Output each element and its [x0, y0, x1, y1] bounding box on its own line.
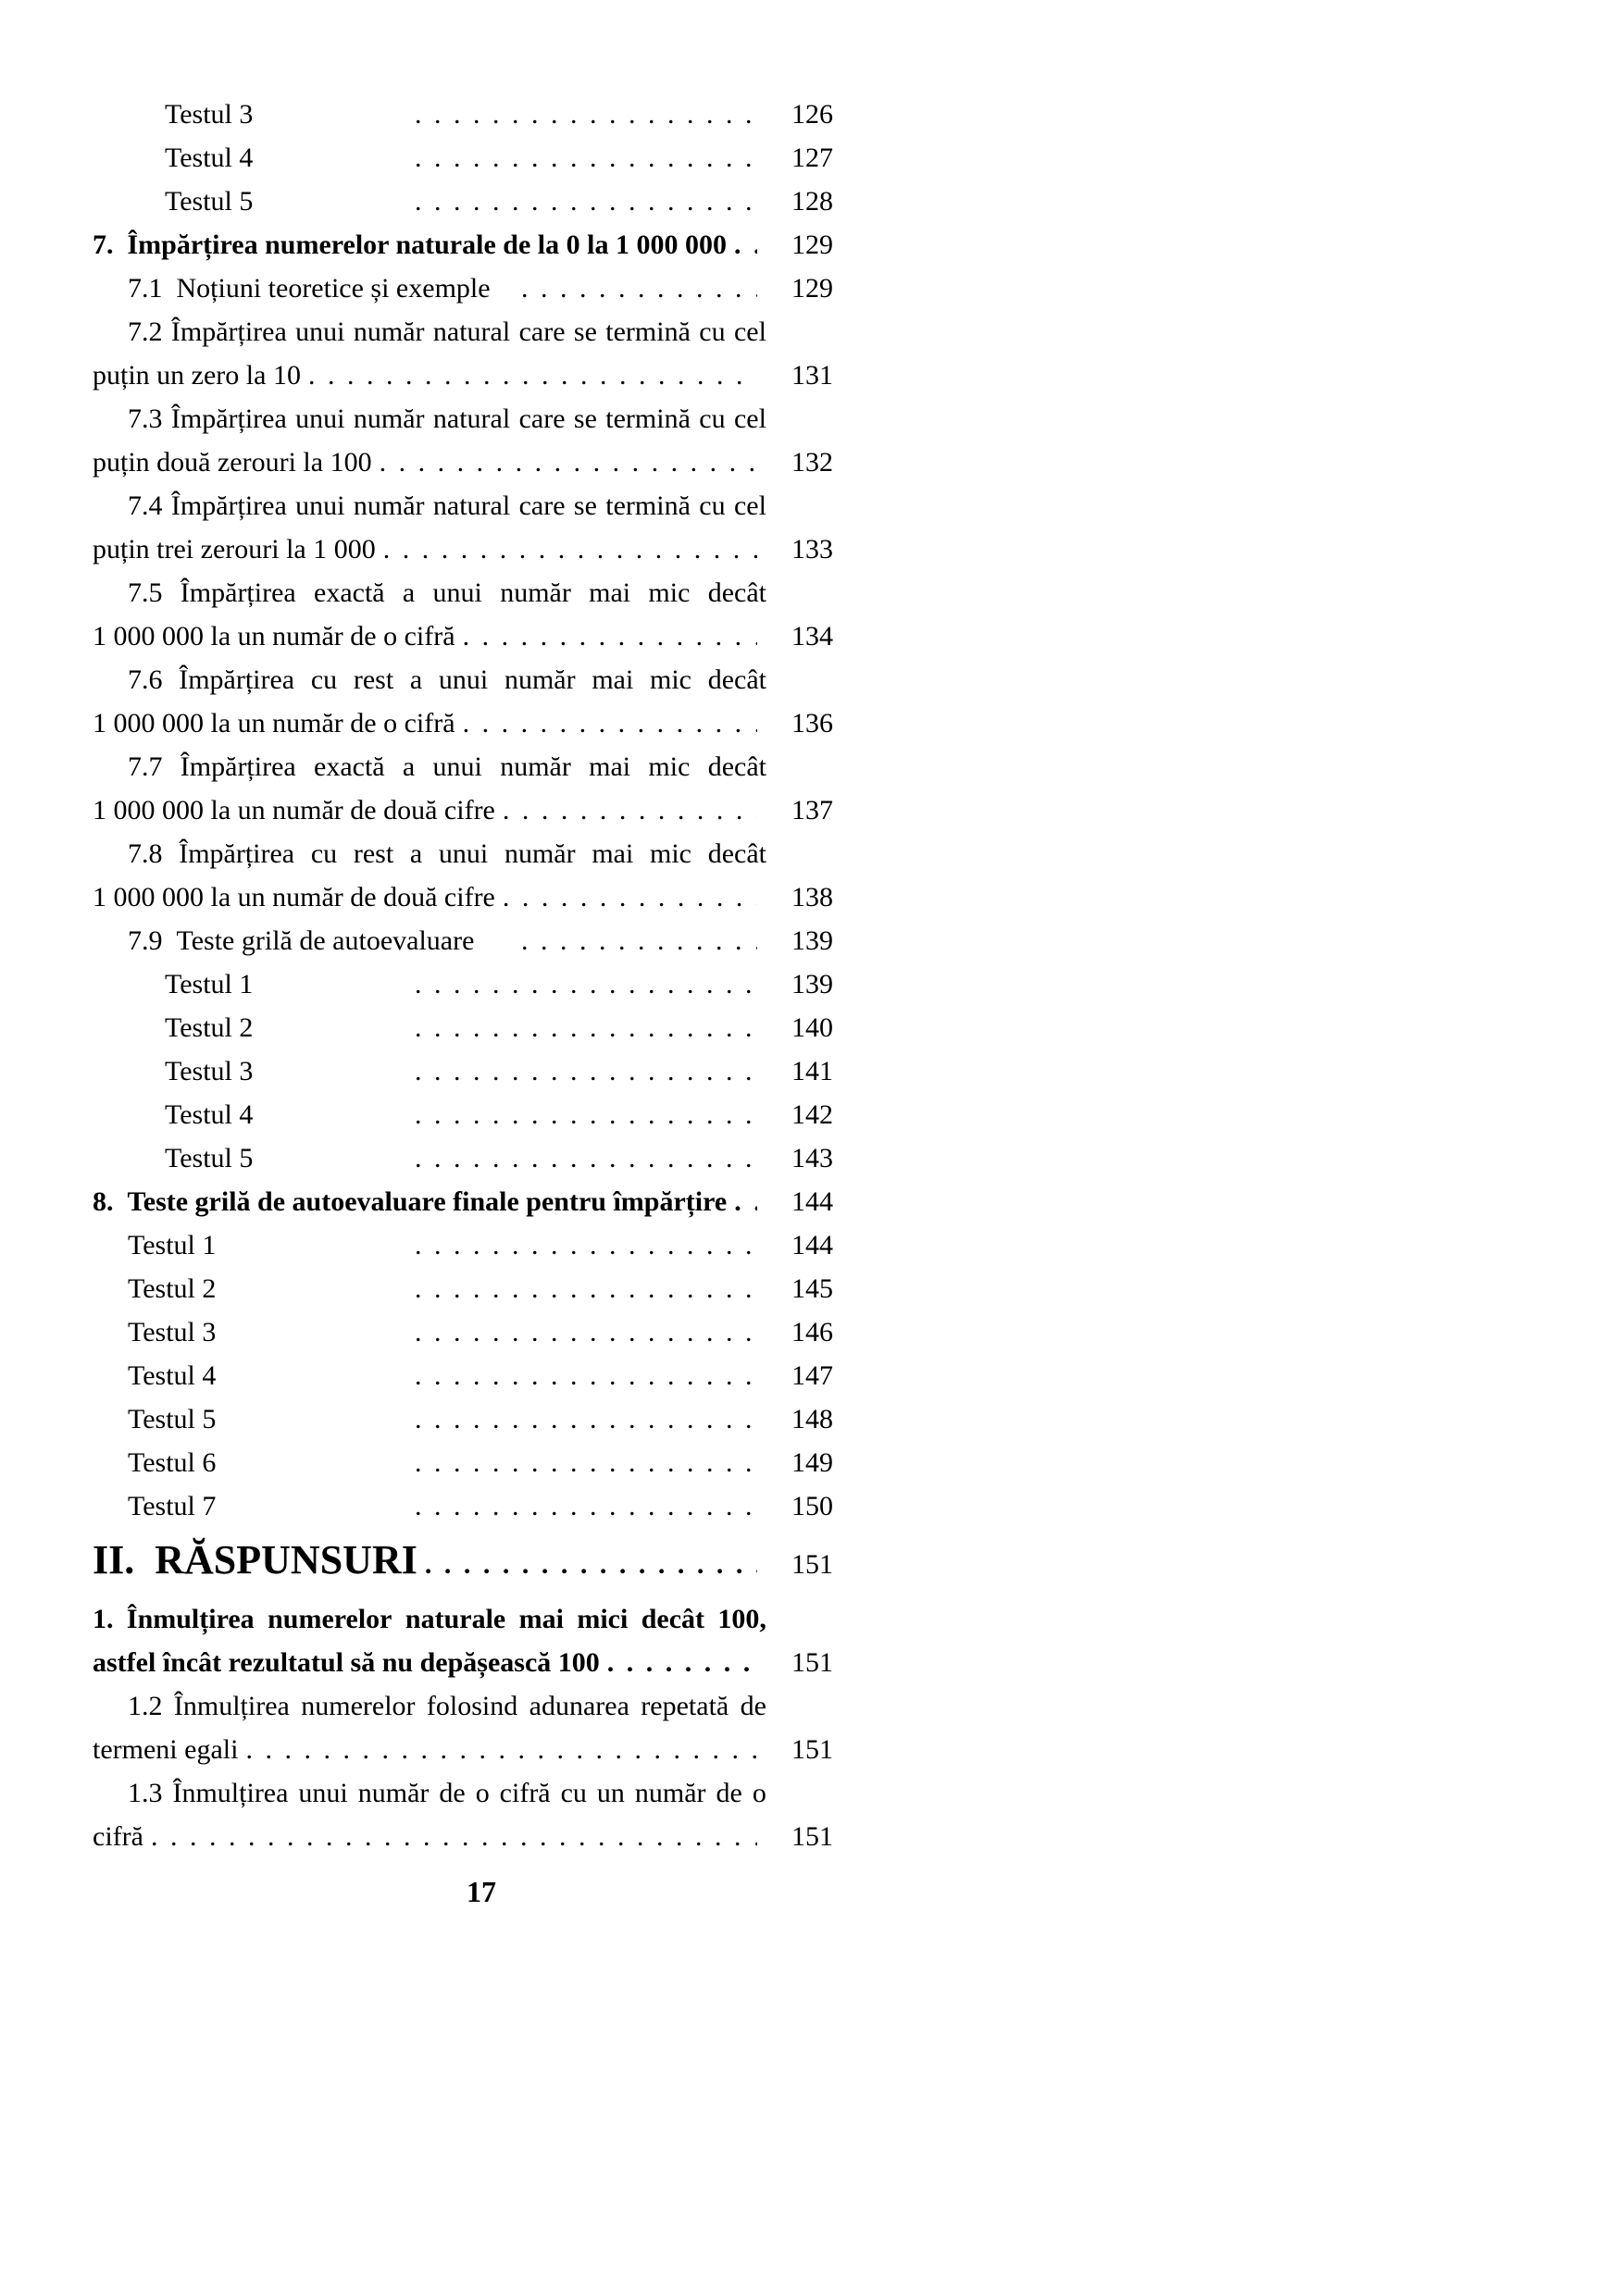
dot-leader	[415, 1006, 757, 1049]
toc-entry-page-number: 151	[791, 1647, 833, 1678]
dot-leader	[151, 1815, 757, 1858]
dot-leader	[734, 223, 757, 267]
toc-entry-page-number: 136	[791, 708, 833, 738]
toc-entry-word: număr	[504, 664, 576, 695]
toc-entry-title: 1 000 000 la un număr de o cifră	[93, 708, 455, 738]
toc-entry-word: 1.	[93, 1604, 114, 1634]
toc-entry	[93, 1006, 833, 1049]
toc-entry-word: număr	[500, 751, 571, 782]
dot-leader	[415, 1310, 757, 1354]
dot-leader	[415, 1223, 757, 1267]
toc-entry-page-number: 146	[791, 1317, 833, 1347]
toc-entry-word: natural	[432, 490, 511, 521]
toc-entry	[93, 93, 833, 136]
toc-entry-title: 7.1 Noțiuni teoretice și exemple	[128, 273, 491, 304]
toc-entry-word: decât	[707, 751, 766, 782]
toc-entry-word: termină	[605, 403, 691, 434]
toc-entry-word: rest	[353, 664, 394, 695]
toc-entry-title: Testul 3	[128, 1317, 217, 1347]
toc-entry-word: natural	[432, 316, 511, 347]
toc-entry-word: mai	[592, 838, 634, 869]
toc-entry	[93, 397, 833, 484]
toc-entry-row	[93, 875, 833, 919]
dot-leader	[463, 701, 757, 745]
toc-entry-page-number: 151	[791, 1821, 833, 1852]
toc-entry-page-number: 144	[791, 1186, 833, 1217]
toc-entry	[93, 1771, 833, 1858]
toc-entry-word: număr	[357, 1778, 430, 1808]
toc-entry-title: Testul 5	[165, 1143, 254, 1173]
toc-entry-word: mai	[589, 577, 631, 608]
toc-entry-word: repetată	[641, 1691, 729, 1721]
toc-entry	[93, 1049, 833, 1093]
toc-entry-word: Împărțirea	[180, 751, 296, 782]
toc-entry-word: 7.3	[128, 403, 163, 434]
toc-entry-title: puțin două zerouri la 100	[93, 447, 372, 478]
toc-entry	[93, 1310, 833, 1354]
toc-entry-row	[93, 1484, 833, 1528]
toc-entry-row	[93, 267, 833, 310]
toc-entry-row	[93, 701, 833, 745]
dot-leader	[415, 1484, 757, 1528]
toc-entry-word: o	[752, 1778, 766, 1808]
toc-entry	[93, 919, 833, 962]
toc-entry-word: mic	[648, 577, 691, 608]
toc-entry	[93, 1223, 833, 1267]
toc-entry-page-number: 145	[791, 1273, 833, 1304]
toc-entry-row	[93, 1354, 833, 1397]
toc-entry-word: număr	[634, 1778, 706, 1808]
dot-leader	[415, 1441, 757, 1484]
toc-entry-word: unui	[432, 751, 482, 782]
toc-entry-row	[93, 1641, 833, 1684]
toc-entry-title: 1 000 000 la un număr de două cifre	[93, 795, 495, 825]
toc-entry-title: Testul 5	[128, 1404, 217, 1434]
toc-entry-wrap-line	[93, 658, 766, 701]
toc-entry-row	[93, 1267, 833, 1310]
toc-entry-page-number: 139	[791, 969, 833, 999]
toc-entry-word: 7.7	[128, 751, 163, 782]
toc-entry-row	[93, 962, 833, 1006]
toc-entry-page-number: 133	[791, 534, 833, 565]
toc-entry-row	[93, 354, 833, 397]
toc-entry-title: puțin trei zerouri la 1 000	[93, 534, 376, 565]
toc-entry-row	[93, 1815, 833, 1858]
toc-entry-title: puțin un zero la 10	[93, 360, 301, 391]
toc-entry-word: de	[439, 1778, 466, 1808]
toc-entry-word: mic	[650, 664, 692, 695]
toc-entry-row	[93, 1136, 833, 1180]
toc-entry-wrap-line	[93, 1684, 766, 1728]
toc-entry-word: cu	[699, 316, 726, 347]
toc-entry-page-number: 151	[791, 1734, 833, 1765]
toc-entry-word: unui	[298, 1778, 348, 1808]
toc-entry-word: a	[402, 751, 416, 782]
toc-entry-word: de	[740, 1691, 766, 1721]
toc-entry-row	[93, 223, 833, 267]
toc-entry	[93, 1180, 833, 1223]
dot-leader	[503, 875, 757, 919]
toc-entry-page-number: 148	[791, 1404, 833, 1434]
toc-entry-word: 7.6	[128, 664, 163, 695]
toc-entry	[93, 962, 833, 1006]
toc-entry-word: mic	[650, 838, 692, 869]
toc-entry	[93, 1354, 833, 1397]
toc-entry-title: Testul 4	[165, 1099, 254, 1130]
toc-entry	[93, 267, 833, 310]
toc-entry-title: Testul 6	[128, 1447, 217, 1478]
toc-entry-word: cu	[310, 838, 338, 869]
toc-entry-word: mai	[592, 664, 634, 695]
toc-entry-word: se	[573, 403, 597, 434]
toc-entry-word: cu	[699, 403, 726, 434]
toc-entry-row	[93, 1049, 833, 1093]
dot-leader	[415, 1093, 757, 1136]
toc-entry-wrap-line	[93, 745, 766, 788]
toc-entry-word: Înmulțirea	[173, 1691, 290, 1721]
toc-entry-word: a	[402, 577, 416, 608]
toc-entry-row	[93, 1397, 833, 1441]
dot-leader	[415, 1267, 757, 1310]
toc-entry-word: Împărțirea	[179, 838, 295, 869]
dot-leader	[380, 441, 757, 484]
dot-leader	[415, 136, 757, 180]
toc-entry-title: II. RĂSPUNSURI	[93, 1537, 417, 1582]
toc-entry-row	[93, 441, 833, 484]
toc-entry-word: Înmulțirea	[126, 1604, 255, 1634]
toc-entry-word: a	[409, 664, 423, 695]
page-number-footer: 17	[467, 1875, 496, 1908]
toc-entry-row	[93, 136, 833, 180]
dot-leader	[415, 1136, 757, 1180]
toc-entry-word: Împărțirea	[170, 490, 287, 521]
toc-entry-title: Testul 4	[128, 1360, 217, 1391]
toc-entry	[93, 223, 833, 267]
toc-entry	[93, 484, 833, 571]
toc-entry-title: 7. Împărțirea numerelor naturale de la 0 la 1 000 000	[93, 230, 727, 260]
toc-entry-word: decât	[641, 1604, 705, 1634]
toc-entry-word: care	[518, 490, 566, 521]
toc-entry-word: unui	[438, 838, 489, 869]
toc-entry	[93, 1441, 833, 1484]
toc-entry-row	[93, 1223, 833, 1267]
toc-entry-word: cu	[699, 490, 726, 521]
toc-entry-title: Testul 2	[165, 1012, 254, 1043]
toc-entry-page-number: 129	[791, 273, 833, 304]
toc-entry-page-number: 128	[791, 186, 833, 217]
toc-entry-word: mici	[577, 1604, 629, 1634]
toc-entry-page-number: 142	[791, 1099, 833, 1130]
toc-entry-word: unui	[295, 316, 345, 347]
toc-entry-word: natural	[432, 403, 511, 434]
toc-entry-word: număr	[353, 403, 425, 434]
toc-entry	[93, 571, 833, 658]
toc-entry-row	[93, 614, 833, 658]
toc-entry-title: Testul 1	[165, 969, 254, 999]
toc-entry-word: rest	[353, 838, 394, 869]
toc-entry-word: Înmulțirea	[172, 1778, 289, 1808]
toc-entry-row	[93, 527, 833, 571]
toc-entry-row	[93, 180, 833, 223]
toc-entry-title: Testul 4	[165, 143, 254, 173]
toc-entry-word: Împărțirea	[170, 316, 287, 347]
toc-entry-title: Testul 3	[165, 1056, 254, 1086]
toc-entry-word: de	[716, 1778, 742, 1808]
toc-entry-title: 1 000 000 la un număr de o cifră	[93, 621, 455, 652]
toc-entry-word: numerelor	[301, 1691, 416, 1721]
toc-entry-row	[93, 1006, 833, 1049]
toc-entry-title: 1 000 000 la un număr de două cifre	[93, 882, 495, 912]
toc-entry-word: o	[475, 1778, 490, 1808]
toc-list	[93, 93, 833, 1858]
toc-entry-page-number: 151	[791, 1549, 833, 1580]
toc-entry-title: cifră	[93, 1821, 143, 1852]
toc-entry-word: numerelor	[268, 1604, 392, 1634]
toc-entry-page-number: 127	[791, 143, 833, 173]
dot-leader	[521, 267, 757, 310]
toc-entry-title: 7.9 Teste grilă de autoevaluare	[128, 925, 475, 956]
toc-entry	[93, 1597, 833, 1684]
toc-entry-page-number: 141	[791, 1056, 833, 1086]
toc-entry-wrap-line	[93, 310, 766, 354]
toc-entry-word: unui	[438, 664, 489, 695]
toc-entry-row	[93, 788, 833, 832]
toc-entry-word: număr	[353, 490, 425, 521]
toc-entry-word: decât	[707, 664, 766, 695]
toc-entry	[93, 1528, 833, 1597]
toc-entry-row	[93, 1728, 833, 1771]
toc-entry-word: cel	[733, 316, 766, 347]
toc-entry-word: exactă	[314, 751, 385, 782]
toc-entry-title: Testul 2	[128, 1273, 217, 1304]
toc-entry-word: 1.3	[128, 1778, 163, 1808]
toc-entry-word: care	[518, 316, 566, 347]
toc-page	[93, 93, 833, 1909]
dot-leader	[415, 93, 757, 136]
toc-entry-word: Împărțirea	[170, 403, 287, 434]
toc-entry-row	[93, 93, 833, 136]
toc-entry-wrap-line	[93, 1771, 766, 1815]
toc-entry-word: a	[409, 838, 423, 869]
toc-entry-word: mai	[589, 751, 631, 782]
toc-entry-title: 8. Teste grilă de autoevaluare finale pentru împărțire	[93, 1186, 728, 1217]
toc-entry	[93, 310, 833, 397]
toc-entry-title: Testul 3	[165, 99, 254, 130]
dot-leader	[308, 354, 757, 397]
toc-entry-word: mai	[518, 1604, 564, 1634]
toc-entry-row	[93, 1528, 833, 1597]
toc-entry-word: unui	[432, 577, 482, 608]
toc-entry-word: 100,	[717, 1604, 766, 1634]
toc-entry-title: termeni egali	[93, 1734, 239, 1765]
toc-entry-page-number: 132	[791, 447, 833, 478]
toc-entry-page-number: 140	[791, 1012, 833, 1043]
toc-entry-word: număr	[500, 577, 571, 608]
toc-entry	[93, 180, 833, 223]
toc-entry-word: cu	[310, 664, 338, 695]
toc-entry-word: se	[573, 316, 597, 347]
dot-leader	[415, 1354, 757, 1397]
toc-entry-title: Testul 7	[128, 1491, 217, 1521]
toc-entry-word: folosind	[426, 1691, 518, 1721]
dot-leader	[415, 180, 757, 223]
toc-entry-page-number: 143	[791, 1143, 833, 1173]
toc-entry	[93, 1484, 833, 1528]
toc-entry-word: cel	[733, 490, 766, 521]
toc-entry-word: termină	[605, 316, 691, 347]
toc-entry-page-number: 126	[791, 99, 833, 130]
toc-entry-word: decât	[707, 577, 766, 608]
dot-leader	[415, 1049, 757, 1093]
toc-entry-word: 1.2	[128, 1691, 163, 1721]
toc-entry	[93, 136, 833, 180]
toc-entry-word: 7.5	[128, 577, 163, 608]
toc-entry-word: 7.2	[128, 316, 163, 347]
toc-entry-word: Împărțirea	[180, 577, 296, 608]
toc-entry	[93, 1267, 833, 1310]
dot-leader	[383, 527, 757, 571]
toc-entry-page-number: 150	[791, 1491, 833, 1521]
toc-entry-page-number: 138	[791, 882, 833, 912]
toc-entry-word: cel	[733, 403, 766, 434]
toc-entry-page-number: 134	[791, 621, 833, 652]
toc-entry-word: decât	[707, 838, 766, 869]
dot-leader	[521, 919, 757, 962]
toc-entry-word: unui	[295, 490, 345, 521]
toc-entry-title: astfel încât rezultatul să nu depășească 100	[93, 1647, 600, 1678]
toc-entry-row	[93, 1180, 833, 1223]
toc-entry-word: naturale	[405, 1604, 506, 1634]
toc-entry-page-number: 139	[791, 925, 833, 956]
toc-entry-word: cu	[560, 1778, 587, 1808]
toc-entry-word: Împărțirea	[179, 664, 295, 695]
toc-entry-page-number: 129	[791, 230, 833, 260]
toc-entry-row	[93, 919, 833, 962]
toc-entry-page-number: 131	[791, 360, 833, 391]
dot-leader	[734, 1180, 757, 1223]
dot-leader	[463, 614, 757, 658]
toc-entry-wrap-line	[93, 397, 766, 441]
toc-entry	[93, 832, 833, 919]
toc-entry-word: un	[596, 1778, 625, 1808]
dot-leader	[503, 788, 757, 832]
dot-leader	[415, 962, 757, 1006]
toc-entry-row	[93, 1441, 833, 1484]
toc-entry-word: unui	[295, 403, 345, 434]
dot-leader	[607, 1641, 757, 1684]
toc-entry-word: termină	[605, 490, 691, 521]
toc-entry-word: număr	[353, 316, 425, 347]
toc-entry-word: care	[518, 403, 566, 434]
toc-entry-word: cifră	[499, 1778, 551, 1808]
toc-entry-word: 7.8	[128, 838, 163, 869]
toc-entry	[93, 745, 833, 832]
toc-entry-page-number: 144	[791, 1230, 833, 1260]
toc-entry-word: exactă	[314, 577, 385, 608]
toc-entry-word: se	[573, 490, 597, 521]
toc-entry-wrap-line	[93, 832, 766, 875]
toc-entry-word: mic	[648, 751, 691, 782]
toc-entry-row	[93, 1093, 833, 1136]
toc-entry	[93, 1136, 833, 1180]
toc-entry-wrap-line	[93, 484, 766, 527]
toc-entry-word: 7.4	[128, 490, 163, 521]
toc-entry-wrap-line	[93, 571, 766, 614]
toc-entry-word: număr	[504, 838, 576, 869]
toc-entry-word: adunarea	[529, 1691, 629, 1721]
toc-entry	[93, 1397, 833, 1441]
dot-leader	[245, 1728, 757, 1771]
toc-entry-title: Testul 1	[128, 1230, 217, 1260]
dot-leader	[425, 1533, 757, 1597]
toc-entry-row	[93, 1310, 833, 1354]
toc-entry-page-number: 147	[791, 1360, 833, 1391]
toc-entry-title: Testul 5	[165, 186, 254, 217]
toc-entry-wrap-line	[93, 1597, 766, 1641]
toc-entry	[93, 658, 833, 745]
toc-entry	[93, 1093, 833, 1136]
toc-entry	[93, 1684, 833, 1771]
toc-entry-page-number: 137	[791, 795, 833, 825]
dot-leader	[415, 1397, 757, 1441]
toc-entry-page-number: 149	[791, 1447, 833, 1478]
